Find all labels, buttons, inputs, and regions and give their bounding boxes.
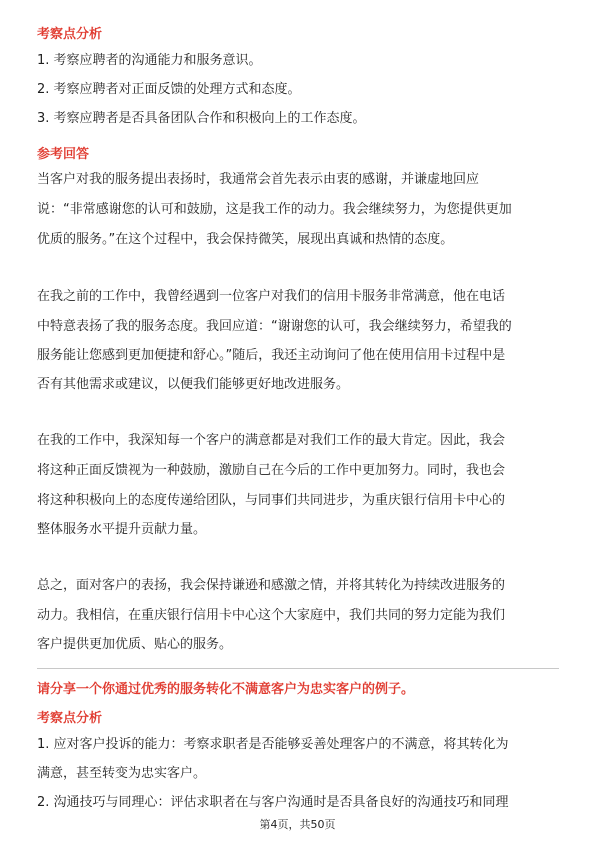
answer-line: 在我的工作中，我深知每一个客户的满意都是对我们工作的最大肯定。因此，我会 — [37, 433, 506, 448]
page-number: 第4页，共50页 — [259, 818, 336, 831]
answer-line: 否有其他需求或建议，以便我们能够更好地改进服务。 — [37, 377, 350, 392]
answer-line: 中特意表扬了我的服务态度。我回应道：“谢谢您的认可，我会继续努力，希望我的 — [37, 319, 512, 334]
analysis-point: 1. 考察应聘者的沟通能力和服务意识。 — [37, 53, 262, 68]
answer-line: 动力。我相信，在重庆银行信用卡中心这个大家庭中，我们共同的努力定能为我们 — [37, 608, 506, 623]
analysis-title: 考察点分析 — [37, 711, 103, 726]
answer-line: 客户提供更加优质、贴心的服务。 — [37, 637, 233, 652]
answer-line: 总之，面对客户的表扬，我会保持谦逊和感激之情，并将其转化为持续改进服务的 — [37, 578, 506, 593]
answer-line: 说：“非常感谢您的认可和鼓励，这是我工作的动力。我会继续努力，为您提供更加 — [37, 202, 512, 217]
analysis-point: 1. 应对客户投诉的能力：考察求职者是否能够妥善处理客户的不满意，将其转化为 — [37, 737, 509, 752]
answer-line: 将这种正面反馈视为一种鼓励，激励自己在今后的工作中更加努力。同时，我也会 — [37, 463, 506, 478]
answer-line: 服务能让您感到更加便捷和舒心。”随后，我还主动询问了他在使用信用卡过程中是 — [37, 348, 506, 363]
section-divider — [37, 668, 559, 669]
answer-line: 将这种积极向上的态度传递给团队，与同事们共同进步，为重庆银行信用卡中心的 — [37, 493, 506, 508]
analysis-point: 2. 沟通技巧与同理心：评估求职者在与客户沟通时是否具备良好的沟通技巧和同理 — [37, 795, 509, 810]
analysis-point: 3. 考察应聘者是否具备团队合作和积极向上的工作态度。 — [37, 111, 366, 126]
analysis-title: 考察点分析 — [37, 27, 103, 42]
analysis-point: 2. 考察应聘者对正面反馈的处理方式和态度。 — [37, 82, 301, 97]
analysis-point: 满意，甚至转变为忠实客户。 — [37, 766, 207, 781]
answer-line: 优质的服务。”在这个过程中，我会保持微笑，展现出真诚和热情的态度。 — [37, 232, 454, 247]
answer-title: 参考回答 — [37, 147, 90, 162]
question-title: 请分享一个你通过优秀的服务转化不满意客户为忠实客户的例子。 — [37, 682, 415, 697]
answer-line: 整体服务水平提升贡献力量。 — [37, 522, 207, 537]
answer-line: 在我之前的工作中，我曾经遇到一位客户对我们的信用卡服务非常满意，他在电话 — [37, 289, 506, 304]
answer-line: 当客户对我的服务提出表扬时，我通常会首先表示由衷的感谢，并谦虚地回应 — [37, 172, 480, 187]
